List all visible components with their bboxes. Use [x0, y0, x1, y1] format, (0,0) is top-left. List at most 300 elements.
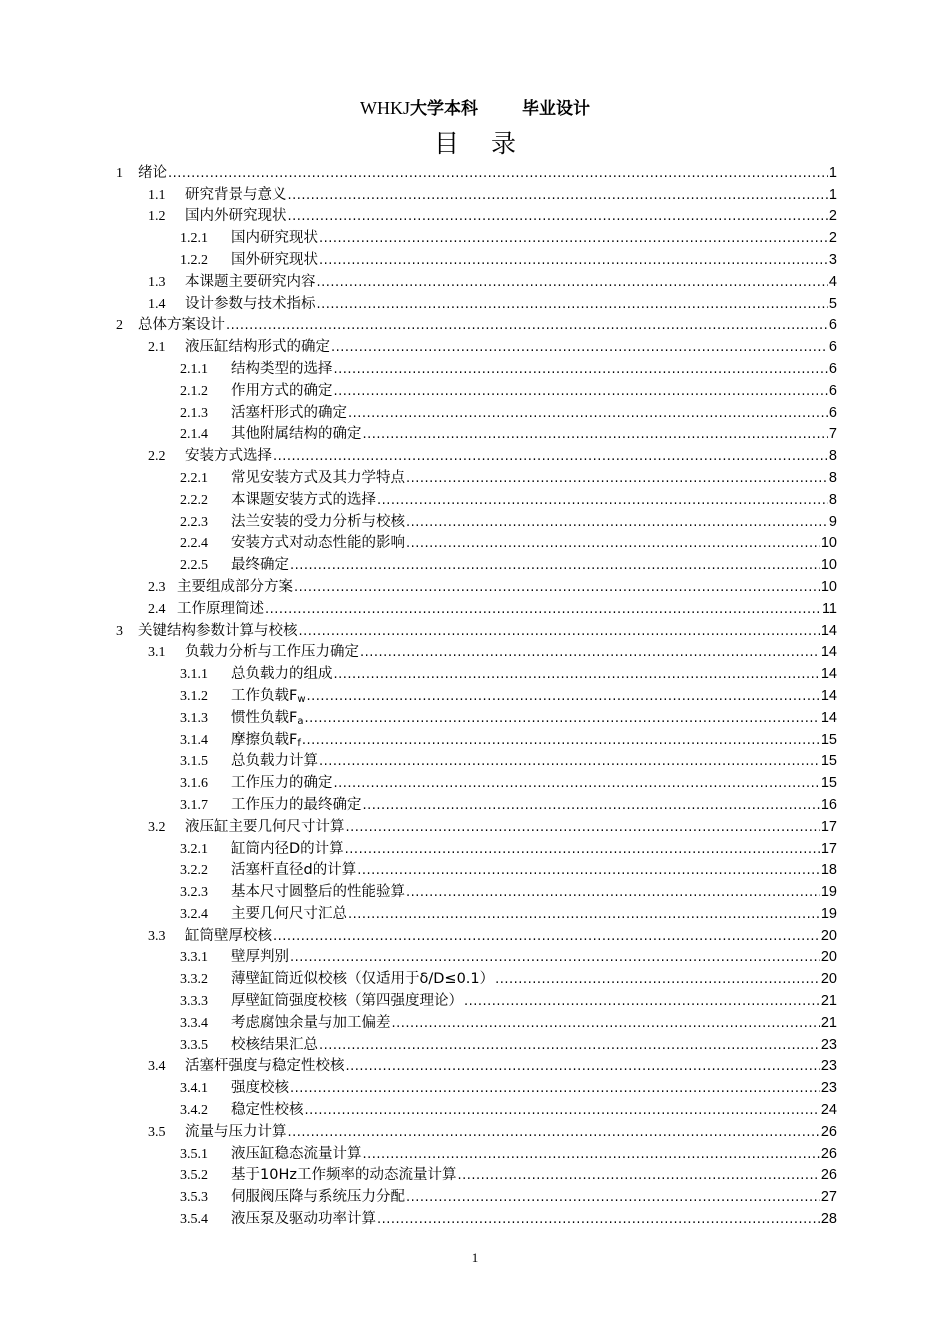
toc-entry-page: 17	[820, 840, 837, 857]
toc-entry-title-text: 绪论	[138, 164, 167, 181]
toc-entry-title	[231, 556, 289, 575]
toc-entry-title-text: 其他附属结构的确定	[231, 426, 362, 443]
toc-entry-title	[185, 273, 316, 292]
toc-entry-number: 3.5.2	[180, 1168, 208, 1184]
toc-entry-page: 15	[820, 753, 837, 770]
toc-entry-page: 18	[820, 862, 837, 879]
toc-heading: 目 录	[434, 129, 528, 158]
toc-entry-title-text: 法兰安装的受力分析与校核	[231, 513, 405, 530]
toc-entry-title	[231, 1036, 318, 1055]
toc-entry-title-text: 本课题安装方式的选择	[231, 491, 376, 508]
toc-entry[interactable]	[0, 336, 950, 358]
toc-leader-dots	[317, 273, 828, 292]
toc-leader-dots	[319, 251, 828, 270]
toc-entry-title	[231, 1166, 456, 1185]
toc-entry-title-text: 缸筒内径D的计算	[231, 840, 344, 857]
toc-entry[interactable]	[0, 642, 950, 664]
toc-entry-number: 3.1.2	[180, 688, 208, 704]
toc-entry-title-text: 液压缸主要几何尺寸计算	[185, 818, 345, 835]
toc-entry-page: 14	[820, 709, 837, 726]
toc-entry-number: 3.5.4	[180, 1212, 208, 1228]
toc-entry-number: 1.1	[148, 187, 166, 203]
toc-entry-number: 3.3	[148, 928, 166, 944]
toc-entry[interactable]	[0, 1165, 950, 1187]
toc-leader-dots	[360, 643, 820, 662]
toc-entry-page: 14	[820, 644, 837, 661]
toc-entry-title	[138, 164, 167, 183]
toc-entry-page: 19	[820, 884, 837, 901]
toc-entry[interactable]	[0, 620, 950, 642]
toc-entry-title-text: 设计参数与技术指标	[185, 295, 316, 312]
toc-entry-title	[185, 1057, 345, 1076]
toc-entry[interactable]	[0, 1056, 950, 1078]
toc-entry-title	[231, 774, 333, 793]
toc-entry-title-text: 国内研究现状	[231, 230, 318, 247]
toc-entry-title-text: 作用方式的确定	[231, 382, 333, 399]
toc-entry-page: 23	[820, 1058, 837, 1075]
toc-entry-title-text: 总负载力的组成	[231, 666, 333, 683]
toc-entry-page: 8	[828, 448, 837, 465]
toc-entry[interactable]	[0, 598, 950, 620]
toc-leader-dots	[457, 1166, 819, 1185]
toc-entry-title-text: 液压泵及驱动功率计算	[231, 1211, 376, 1228]
toc-entry-page: 10	[820, 578, 837, 595]
toc-entry-title	[231, 687, 306, 706]
toc-entry[interactable]	[0, 424, 950, 446]
toc-entry-title-text: 工作压力的最终确定	[231, 796, 362, 813]
toc-entry-page: 27	[820, 1189, 837, 1206]
toc-entry-number: 1.2.2	[180, 252, 208, 268]
toc-leader-dots	[392, 1014, 820, 1033]
toc-leader-dots	[319, 1036, 820, 1055]
toc-entry-title	[231, 709, 303, 728]
toc-entry[interactable]	[0, 1034, 950, 1056]
toc-entry-number: 3.4.1	[180, 1081, 208, 1097]
toc-leader-dots	[406, 513, 828, 532]
toc-entry-title	[231, 1145, 362, 1164]
toc-entry-number: 3.4.2	[180, 1103, 208, 1119]
toc-leader-dots	[363, 1145, 820, 1164]
toc-entry-number: 3.1.1	[180, 667, 208, 683]
toc-leader-dots	[304, 709, 819, 728]
toc-entry-number: 3.1.3	[180, 710, 208, 726]
toc-entry-title	[231, 1014, 391, 1033]
toc-entry-number: 3.1.4	[180, 732, 208, 748]
toc-entry-title	[231, 840, 344, 859]
toc-entry-page: 6	[828, 317, 837, 334]
toc-entry-title	[231, 469, 405, 488]
toc-entry[interactable]	[0, 162, 950, 184]
toc-entry-number: 2.2.1	[180, 470, 208, 486]
toc-leader-dots	[302, 731, 820, 750]
toc-entry-page: 1	[828, 164, 837, 181]
toc-entry-number: 3.2.1	[180, 841, 208, 857]
toc-entry[interactable]	[0, 729, 950, 751]
toc-entry-title	[138, 622, 298, 641]
toc-leader-dots	[319, 229, 828, 248]
toc-entry[interactable]	[0, 206, 950, 228]
toc-entry-page: 14	[820, 666, 837, 683]
toc-entry-number: 3.1	[148, 645, 166, 661]
toc-entry[interactable]	[0, 1208, 950, 1230]
toc-entry-title-text: 研究背景与意义	[185, 186, 287, 203]
toc-entry-number: 2.2.4	[180, 536, 208, 552]
toc-entry-title	[231, 948, 289, 967]
toc-leader-dots	[406, 469, 828, 488]
toc-entry-page: 2	[828, 230, 837, 247]
toc-entry-title	[231, 229, 318, 248]
toc-leader-dots	[334, 774, 820, 793]
toc-entry-title-text: 工作负载F	[231, 687, 298, 704]
toc-entry-title	[231, 360, 333, 379]
toc-entry-number: 3.3.1	[180, 950, 208, 966]
toc-entry-page: 23	[820, 1036, 837, 1053]
toc-entry-page: 3	[828, 251, 837, 268]
toc-entry-page: 14	[820, 687, 837, 704]
toc-entry-page: 5	[828, 295, 837, 312]
toc-entry-title-text: 主要几何尺寸汇总	[231, 905, 347, 922]
toc-entry[interactable]	[0, 1143, 950, 1165]
toc-entry-page: 26	[820, 1123, 837, 1140]
toc-entry[interactable]	[0, 794, 950, 816]
toc-entry-title	[231, 491, 376, 510]
toc-entry-title	[185, 186, 287, 205]
toc-entry-title-text: 安装方式对动态性能的影响	[231, 535, 405, 552]
toc-entry-number: 2.2.3	[180, 514, 208, 530]
toc-entry[interactable]	[0, 968, 950, 990]
toc-entry[interactable]	[0, 293, 950, 315]
toc-entry[interactable]	[0, 249, 950, 271]
toc-entry-number: 2.1.4	[180, 427, 208, 443]
toc-leader-dots	[265, 600, 821, 619]
toc-entry-subscript: w	[297, 693, 306, 705]
toc-entry-number: 3	[116, 623, 123, 639]
toc-entry[interactable]	[0, 358, 950, 380]
toc-entry-page: 26	[820, 1167, 837, 1184]
toc-entry[interactable]	[0, 1186, 950, 1208]
toc-entry-number: 2.1.2	[180, 383, 208, 399]
toc-entry[interactable]	[0, 380, 950, 402]
toc-entry-title	[231, 404, 347, 423]
toc-entry-number: 2.1.3	[180, 405, 208, 421]
toc-entry-title-text: 校核结果汇总	[231, 1036, 318, 1053]
toc-entry-title	[185, 338, 330, 357]
toc-entry-title-text: 活塞杆直径d的计算	[231, 862, 357, 879]
toc-entry-page: 1	[828, 186, 837, 203]
toc-entry-title	[231, 251, 318, 270]
toc-leader-dots	[357, 861, 820, 880]
toc-entry-title-text: 稳定性校核	[231, 1102, 304, 1119]
toc-entry-title-text: 基本尺寸圆整后的性能验算	[231, 884, 405, 901]
toc-entry-number: 1.2	[148, 209, 166, 225]
toc-entry-title-text: 基于10Hz工作频率的动态流量计算	[231, 1167, 457, 1184]
toc-entry-page: 17	[820, 818, 837, 835]
toc-entry-title	[185, 207, 287, 226]
toc-entry-number: 2.1.1	[180, 361, 208, 377]
toc-entry-page: 23	[820, 1080, 837, 1097]
toc-entry-page: 8	[828, 469, 837, 486]
toc-entry-title-text: 壁厚判别	[231, 949, 289, 966]
toc-entry-number: 2.2.5	[180, 558, 208, 574]
toc-entry-number: 2.1	[148, 340, 166, 356]
toc-leader-dots	[299, 622, 820, 641]
page-number: 1	[471, 1250, 479, 1265]
toc-leader-dots	[406, 883, 820, 902]
toc-entry-title	[177, 578, 293, 597]
toc-entry-title-text: 常见安装方式及其力学特点	[231, 469, 405, 486]
toc-entry-title	[231, 513, 405, 532]
toc-entry-page: 11	[821, 600, 837, 617]
toc-leader-dots	[346, 1057, 820, 1076]
toc-entry-number: 2.3	[148, 579, 166, 595]
toc-entry-number: 3.1.5	[180, 754, 208, 770]
toc-leader-dots	[377, 491, 828, 510]
toc-entry[interactable]	[0, 315, 950, 337]
toc-entry-number: 2	[116, 318, 123, 334]
toc-entry[interactable]	[0, 925, 950, 947]
toc-entry-title	[185, 643, 359, 662]
toc-entry-title-text: 最终确定	[231, 557, 289, 574]
toc-leader-dots	[406, 1188, 820, 1207]
toc-entry-title	[185, 295, 316, 314]
toc-leader-dots	[377, 1210, 820, 1229]
toc-entry-number: 3.2	[148, 819, 166, 835]
toc-leader-dots	[305, 1101, 820, 1120]
toc-leader-dots	[331, 338, 828, 357]
toc-entry-number: 3.2.3	[180, 885, 208, 901]
toc-entry[interactable]	[0, 402, 950, 424]
toc-entry-page: 6	[828, 339, 837, 356]
toc-entry-title	[231, 534, 405, 553]
page-header	[0, 96, 950, 121]
toc-entry-title-text: 强度校核	[231, 1080, 289, 1097]
toc-entry-title-text: 工作压力的确定	[231, 775, 333, 792]
toc-entry-title	[231, 1079, 289, 1098]
toc-entry[interactable]	[0, 1012, 950, 1034]
toc-entry-page: 4	[828, 273, 837, 290]
toc-entry-page: 15	[820, 775, 837, 792]
toc-entry-title	[231, 752, 318, 771]
toc-entry-title-text: 伺服阀压降与系统压力分配	[231, 1189, 405, 1206]
toc-entry-title	[185, 1123, 287, 1142]
toc-entry-page: 16	[820, 796, 837, 813]
toc-entry-title-text: 活塞杆形式的确定	[231, 404, 347, 421]
toc-leader-dots	[406, 534, 820, 553]
toc-entry-page: 20	[820, 949, 837, 966]
toc-entry-number: 3.2.4	[180, 906, 208, 922]
toc-entry-title-text: 考虑腐蚀余量与加工偏差	[231, 1014, 391, 1031]
toc-entry-title-text: 主要组成部分方案	[177, 578, 293, 595]
toc-entry[interactable]	[0, 751, 950, 773]
toc-leader-dots	[288, 207, 828, 226]
toc-entry[interactable]	[0, 903, 950, 925]
toc-leader-dots	[334, 382, 828, 401]
toc-leader-dots	[273, 927, 820, 946]
toc-entry-title-text: 国外研究现状	[231, 251, 318, 268]
toc-leader-dots	[464, 992, 820, 1011]
toc-entry[interactable]	[0, 1099, 950, 1121]
toc-entry[interactable]	[0, 533, 950, 555]
toc-entry-title-text: 总体方案设计	[138, 317, 225, 334]
toc-leader-dots	[319, 752, 820, 771]
toc-entry-page: 6	[828, 404, 837, 421]
toc-leader-dots	[317, 295, 828, 314]
toc-entry-title	[231, 883, 405, 902]
toc-entry-title-text: 薄壁缸筒近似校核（仅适用于δ/D≤0.1）	[231, 971, 495, 988]
toc-entry-page: 8	[828, 491, 837, 508]
toc-entry-title	[185, 818, 345, 837]
toc-leader-dots	[348, 905, 820, 924]
toc-leader-dots	[363, 425, 828, 444]
toc-entry[interactable]	[0, 1121, 950, 1143]
toc-entry[interactable]	[0, 881, 950, 903]
toc-entry[interactable]	[0, 947, 950, 969]
toc-entry[interactable]	[0, 1077, 950, 1099]
toc-entry-page: 28	[820, 1211, 837, 1228]
toc-entry-page: 10	[820, 535, 837, 552]
toc-entry-title-text: 国内外研究现状	[185, 208, 287, 225]
toc-entry-number: 3.3.2	[180, 972, 208, 988]
toc-entry-title	[231, 992, 463, 1011]
toc-entry-title	[231, 731, 301, 750]
toc-entry-page: 21	[820, 993, 837, 1010]
toc-entry-page: 9	[828, 513, 837, 530]
toc-entry[interactable]	[0, 707, 950, 729]
toc-entry[interactable]	[0, 576, 950, 598]
toc-entry-number: 3.4	[148, 1059, 166, 1075]
header-school-code: WHKJ	[360, 98, 410, 118]
toc-leader-dots	[168, 164, 828, 183]
toc-leader-dots	[363, 796, 820, 815]
toc-entry[interactable]	[0, 838, 950, 860]
toc-leader-dots	[294, 578, 820, 597]
toc-entry-title-text: 负载力分析与工作压力确定	[185, 644, 359, 661]
toc-entry-title	[177, 600, 264, 619]
toc-entry-title	[185, 927, 272, 946]
toc-entry[interactable]	[0, 772, 950, 794]
toc-entry-page: 2	[828, 208, 837, 225]
toc-entry-title	[231, 970, 494, 989]
toc-entry-page: 21	[820, 1014, 837, 1031]
toc-entry-number: 2.4	[148, 601, 166, 617]
toc-entry-number: 3.1.6	[180, 776, 208, 792]
toc-entry-number: 3.5.1	[180, 1146, 208, 1162]
toc-entry-title-text: 关键结构参数计算与校核	[138, 622, 298, 639]
toc-leader-dots	[334, 360, 828, 379]
toc-entry-title	[185, 447, 272, 466]
toc-entry-page: 7	[828, 426, 837, 443]
toc-entry-title-text: 安装方式选择	[185, 448, 272, 465]
toc-entry[interactable]	[0, 860, 950, 882]
toc-entry-number: 3.3.5	[180, 1037, 208, 1053]
toc-entry-title	[231, 1101, 304, 1120]
toc-entry-title-text: 惯性负载F	[231, 709, 298, 726]
toc-leader-dots	[290, 1079, 820, 1098]
toc-entry-page: 10	[820, 557, 837, 574]
toc-entry-title	[231, 861, 356, 880]
toc-entry-number: 3.3.4	[180, 1015, 208, 1031]
toc-entry-title	[231, 1210, 376, 1229]
toc-entry-title	[231, 796, 362, 815]
toc-leader-dots	[273, 447, 828, 466]
toc-entry-title-text: 活塞杆强度与稳定性校核	[185, 1058, 345, 1075]
toc-entry[interactable]	[0, 445, 950, 467]
table-of-contents	[0, 162, 950, 1230]
toc-entry-number: 1.2.1	[180, 231, 208, 247]
toc-leader-dots	[290, 948, 820, 967]
toc-leader-dots	[288, 186, 828, 205]
header-school-suffix: 大学本科	[410, 99, 478, 119]
toc-entry-title-text: 总负载力计算	[231, 753, 318, 770]
toc-entry-title	[138, 316, 225, 335]
toc-entry[interactable]	[0, 467, 950, 489]
toc-entry-title	[231, 665, 333, 684]
header-doc-type: 毕业设计	[522, 99, 590, 119]
toc-leader-dots	[346, 818, 820, 837]
toc-entry-number: 3.3.3	[180, 994, 208, 1010]
toc-entry-subscript: f	[297, 737, 301, 749]
toc-entry-page: 14	[820, 622, 837, 639]
toc-entry-title	[231, 382, 333, 401]
toc-entry[interactable]	[0, 816, 950, 838]
toc-entry-title	[231, 905, 347, 924]
toc-entry-title	[231, 425, 362, 444]
toc-leader-dots	[307, 687, 820, 706]
toc-entry-title-text: 液压缸稳态流量计算	[231, 1145, 362, 1162]
toc-leader-dots	[345, 840, 820, 859]
toc-leader-dots	[348, 404, 828, 423]
toc-entry-number: 3.5.3	[180, 1190, 208, 1206]
toc-entry-title-text: 缸筒壁厚校核	[185, 927, 272, 944]
toc-entry[interactable]	[0, 184, 950, 206]
toc-entry-number: 1	[116, 165, 123, 181]
toc-leader-dots	[334, 665, 820, 684]
toc-entry-title-text: 摩擦负载F	[231, 731, 298, 748]
toc-entry-title	[231, 1188, 405, 1207]
toc-entry-subscript: a	[297, 715, 304, 727]
toc-entry-page: 20	[820, 971, 837, 988]
toc-entry-number: 3.1.7	[180, 797, 208, 813]
toc-entry-title-text: 流量与压力计算	[185, 1123, 287, 1140]
toc-entry-page: 15	[820, 731, 837, 748]
toc-entry-title-text: 液压缸结构形式的确定	[185, 339, 330, 356]
toc-entry[interactable]	[0, 227, 950, 249]
toc-entry-title-text: 工作原理简述	[177, 600, 264, 617]
toc-entry-page: 6	[828, 382, 837, 399]
toc-entry-page: 6	[828, 360, 837, 377]
toc-entry-title-text: 本课题主要研究内容	[185, 273, 316, 290]
toc-entry-number: 1.3	[148, 274, 166, 290]
toc-leader-dots	[290, 556, 820, 575]
toc-entry-page: 24	[820, 1102, 837, 1119]
toc-entry[interactable]	[0, 663, 950, 685]
toc-entry[interactable]	[0, 554, 950, 576]
toc-entry-page: 19	[820, 905, 837, 922]
toc-leader-dots	[288, 1123, 820, 1142]
toc-entry-number: 1.4	[148, 296, 166, 312]
toc-entry[interactable]	[0, 685, 950, 707]
toc-entry-title-text: 结构类型的选择	[231, 360, 333, 377]
toc-entry-number: 2.2.2	[180, 492, 208, 508]
toc-entry-page: 26	[820, 1145, 837, 1162]
toc-entry-number: 3.2.2	[180, 863, 208, 879]
toc-entry[interactable]	[0, 511, 950, 533]
toc-entry-number: 2.2	[148, 449, 166, 465]
toc-entry[interactable]	[0, 990, 950, 1012]
toc-entry[interactable]	[0, 489, 950, 511]
toc-entry[interactable]	[0, 271, 950, 293]
toc-leader-dots	[495, 970, 820, 989]
